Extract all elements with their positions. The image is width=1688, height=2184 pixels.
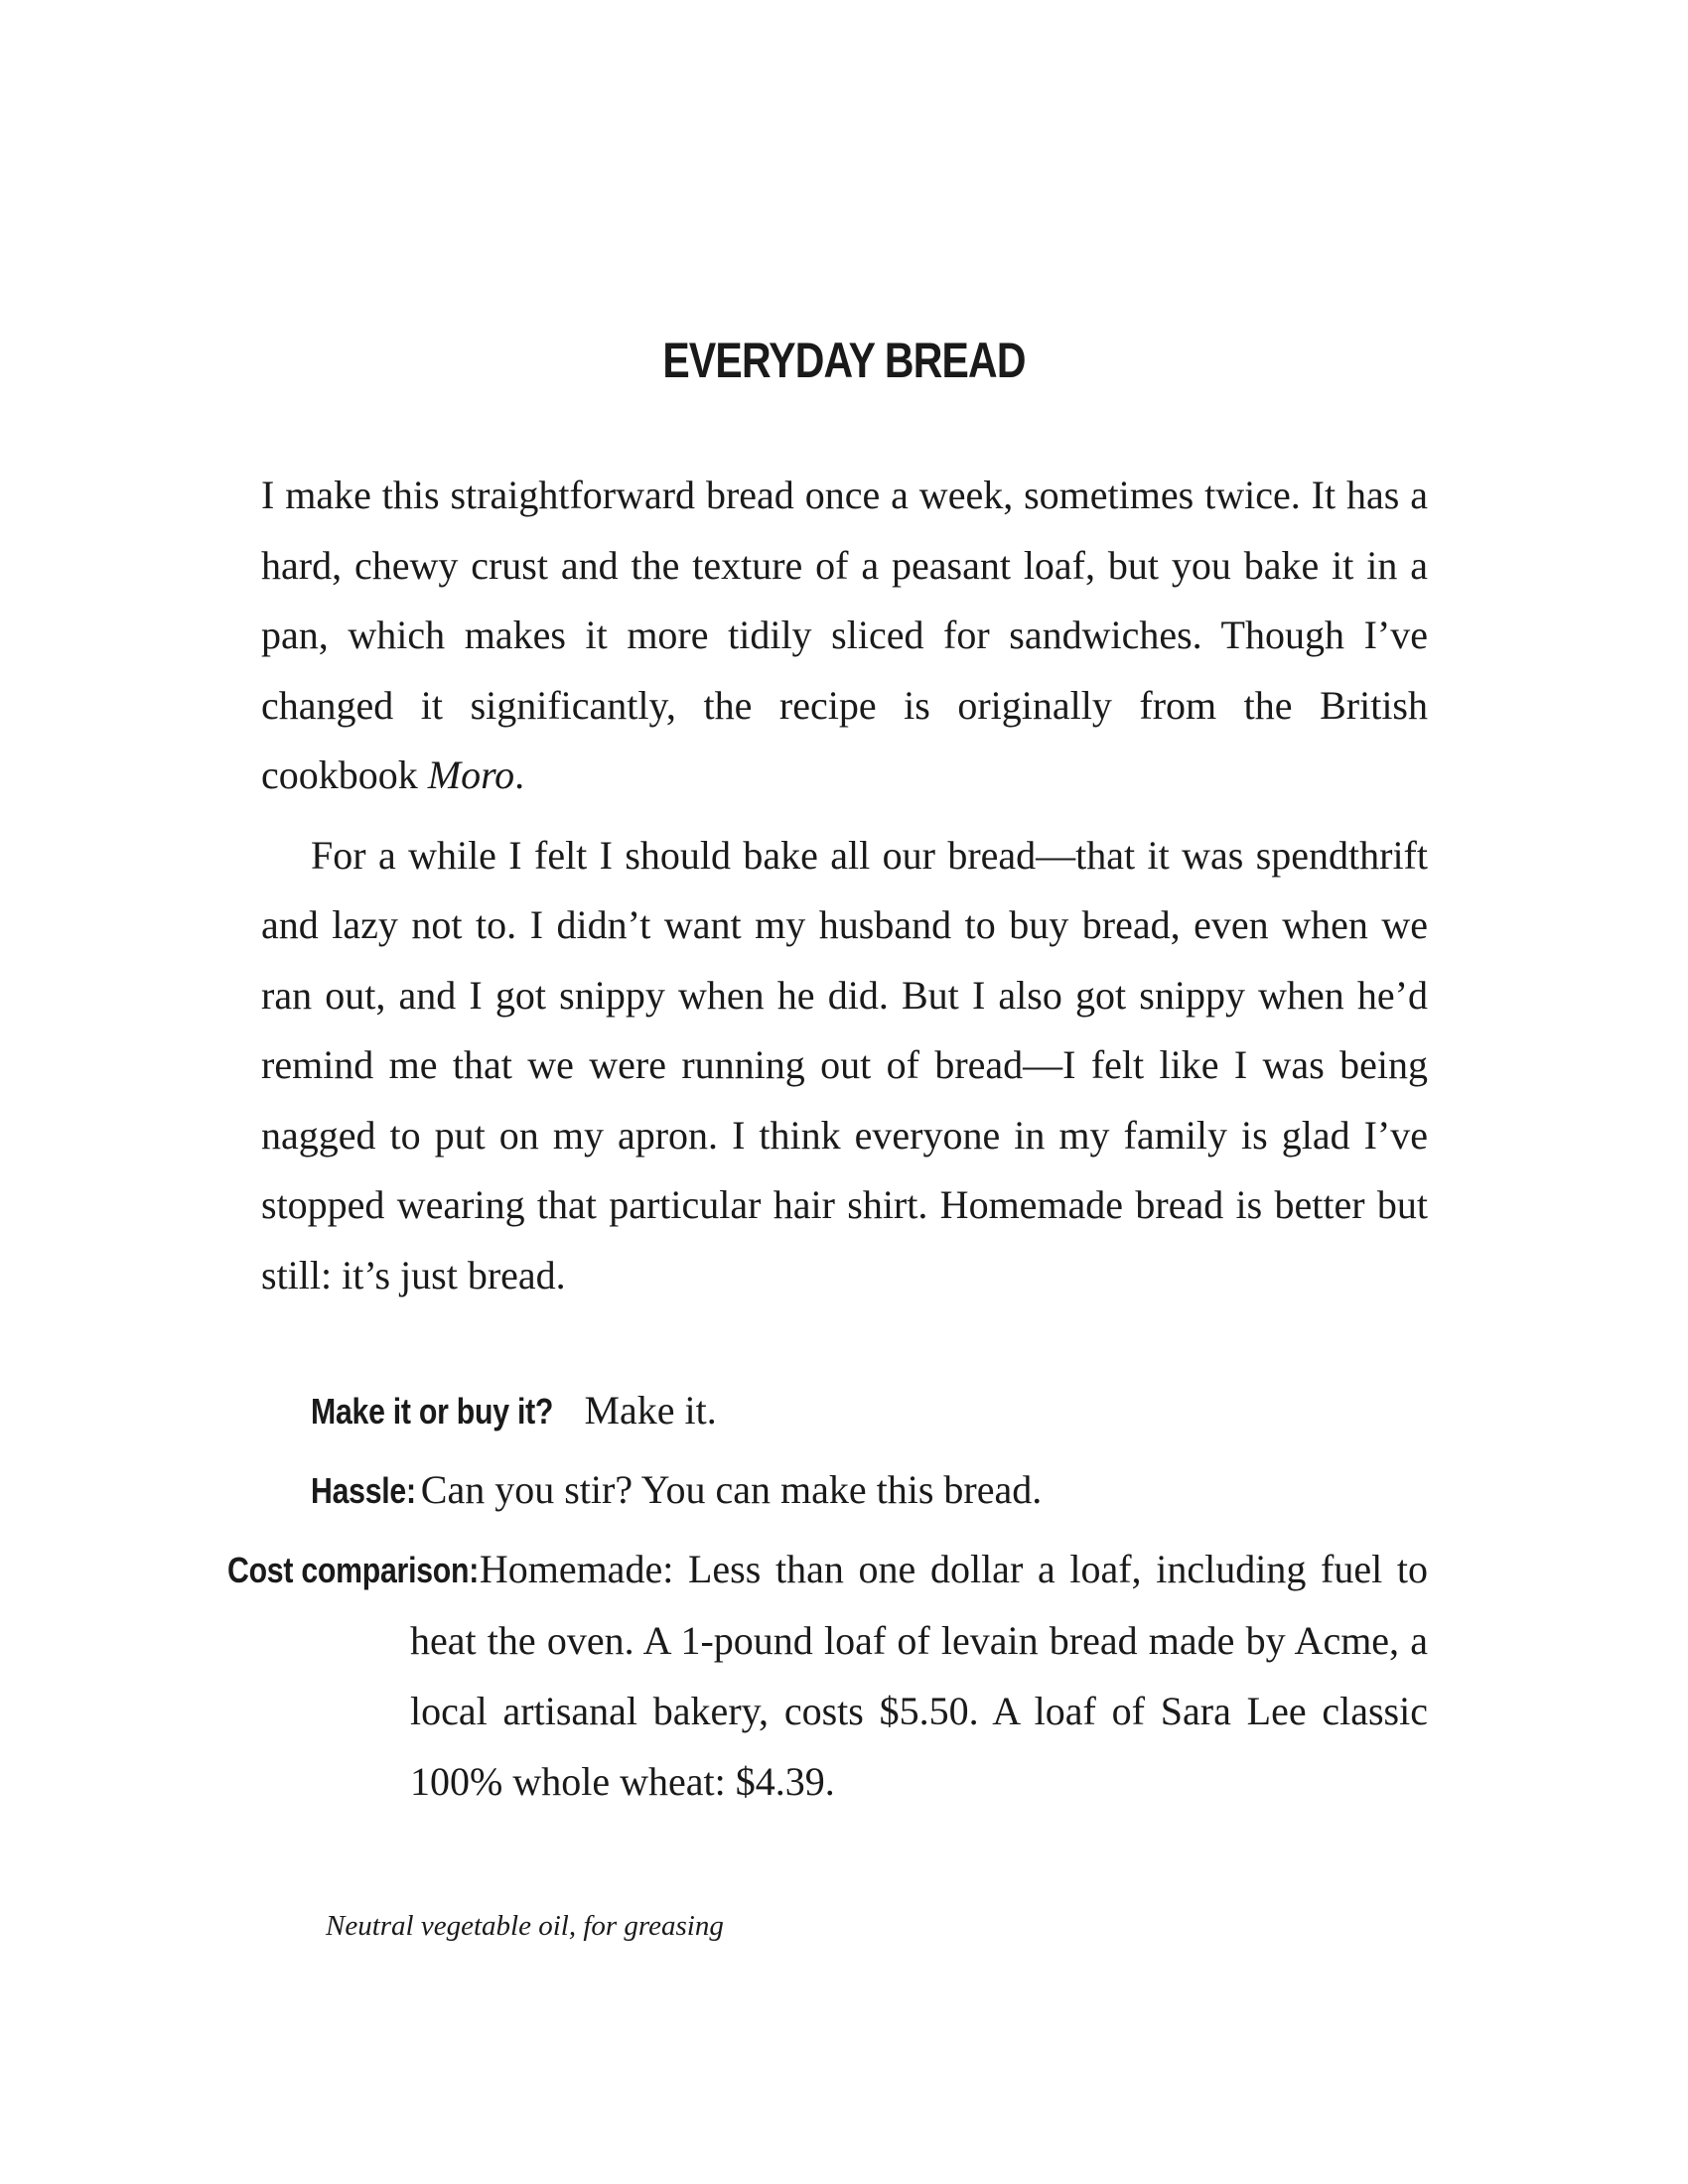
fact-value-make-or-buy: Make it. bbox=[574, 1388, 717, 1433]
facts-list bbox=[227, 1375, 1428, 1825]
intro-p1-text: I make this straightforward bread once a week, sometimes twice. It has a hard, chewy crust and the texture of a peasant loaf, but you bake it in a pan, which makes it more tidily sliced for sandwiches. Though I’ve changed it significantly, the recipe is originally from the British cookbook bbox=[261, 473, 1428, 797]
fact-label-cost: Cost comparison: bbox=[227, 1550, 480, 1590]
fact-value-cost: Homemade: Less than one dollar a loaf, including fuel to heat the oven. A 1-pound loaf of levain bread made by Acme, a local artisanal bakery, costs $5.50. A loaf of Sara Lee classic 100% whole wheat: $4.39. bbox=[410, 1547, 1428, 1804]
intro-paragraph-2: For a while I felt I should bake all our bread—that it was spendthrift and lazy not to. I didn’t want my husband to buy bread, even when we ran out, and I got snippy when he did. But I also got snippy when he’d remind me that we were running out of bread—I felt like I was being nagged to put on my apron. I think everyone in my family is glad I’ve stopped wearing that particular hair shirt. Homemade bread is better but still: it’s just bread. bbox=[261, 832, 1428, 1297]
fact-cost bbox=[227, 1534, 1428, 1817]
intro-p1-end: . bbox=[514, 752, 525, 797]
intro-paragraph-1 bbox=[261, 461, 1428, 811]
fact-make-or-buy bbox=[311, 1375, 1428, 1446]
intro-text bbox=[261, 461, 1428, 1310]
cookbook-title: Moro bbox=[427, 752, 515, 797]
fact-hassle bbox=[311, 1454, 1428, 1526]
fact-value-hassle: Can you stir? You can make this bread. bbox=[410, 1467, 1043, 1512]
ingredient-item: Neutral vegetable oil, for greasing bbox=[326, 1910, 724, 1942]
fact-label-hassle: Hassle: bbox=[311, 1470, 416, 1511]
recipe-title: EVERYDAY BREAD bbox=[662, 333, 1026, 388]
fact-label-make-or-buy: Make it or buy it? bbox=[311, 1391, 554, 1432]
